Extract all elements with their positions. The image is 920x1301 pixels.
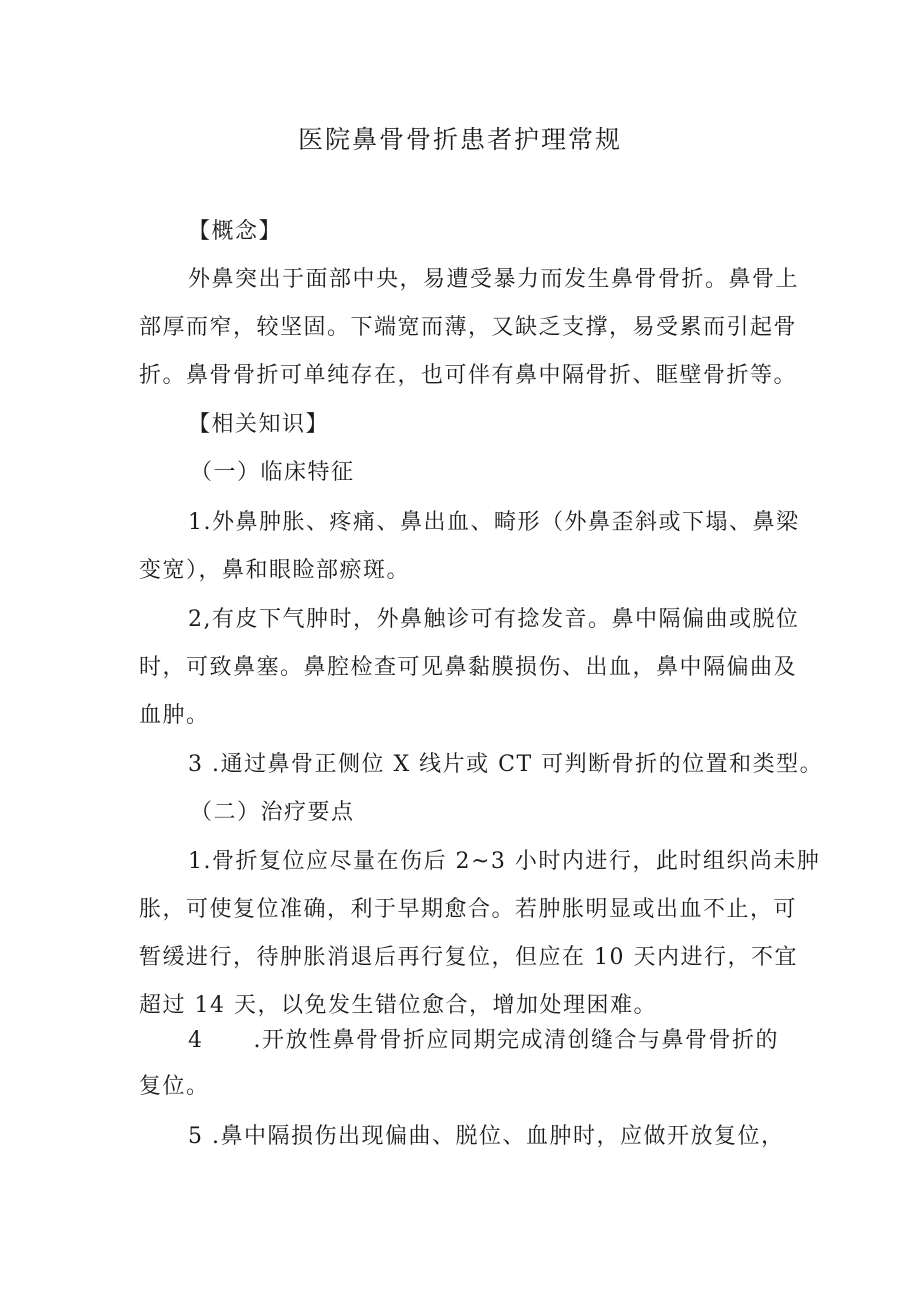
knowledge-heading: 【相关知识】 [188, 412, 330, 437]
clinical-item-1-line-2: 变宽），鼻和眼睑部瘀斑。 [139, 558, 411, 583]
treatment-item-1-line-2: 胀，可使复位准确，利于早期愈合。若肿胀明显或出血不止，可 [139, 897, 798, 922]
treatment-item-1-line-4: 超过 14 天，以免发生错位愈合，增加处理困难。 [139, 993, 657, 1018]
clinical-heading: （一）临床特征 [190, 460, 355, 485]
treatment-heading: （二）治疗要点 [190, 800, 355, 825]
clinical-item-2-line-3: 血肿。 [139, 703, 210, 728]
clinical-item-3: 3 .通过鼻骨正侧位 X 线片或 CT 可判断骨折的位置和类型。 [188, 752, 824, 777]
concept-line-1: 外鼻突出于面部中央，易遭受暴力而发生鼻骨骨折。鼻骨上 [188, 267, 800, 292]
concept-line-3: 折。鼻骨骨折可单纯存在，也可伴有鼻中隔骨折、眶壁骨折等。 [139, 363, 798, 388]
treatment-item-4-line-1 [188, 1026, 779, 1056]
clinical-item-1-line-1: 1.外鼻肿胀、疼痛、鼻出血、畸形（外鼻歪斜或下塌、鼻梁 [188, 510, 800, 535]
concept-line-2: 部厚而窄，较坚固。下端宽而薄，又缺乏支撑，易受累而引起骨 [139, 315, 798, 340]
treatment-item-1-line-3: 暂缓进行，待肿胀消退后再行复位，但应在 10 天内进行，不宜 [139, 945, 798, 970]
clinical-item-2-line-1: 2,有皮下气肿时，外鼻触诊可有捻发音。鼻中隔偏曲或脱位 [188, 607, 800, 632]
concept-heading: 【概念】 [188, 219, 283, 244]
treatment-item-1-line-1: 1.骨折复位应尽量在伤后 2~3 小时内进行，此时组织尚未肿 [188, 849, 821, 874]
treatment-item-4-text: .开放性鼻骨骨折应同期完成清创缝合与鼻骨骨折的 [253, 1028, 779, 1053]
document-title: 医院鼻骨骨折患者护理常规 [297, 125, 622, 154]
treatment-item-4-number: 4 [188, 1028, 204, 1053]
treatment-item-5: 5 .鼻中隔损伤出现偏曲、脱位、血肿时，应做开放复位， [188, 1124, 785, 1149]
clinical-item-2-line-2: 时，可致鼻塞。鼻腔检查可见鼻黏膜损伤、出血，鼻中隔偏曲及 [139, 655, 798, 680]
treatment-item-4-line-2: 复位。 [139, 1074, 210, 1099]
